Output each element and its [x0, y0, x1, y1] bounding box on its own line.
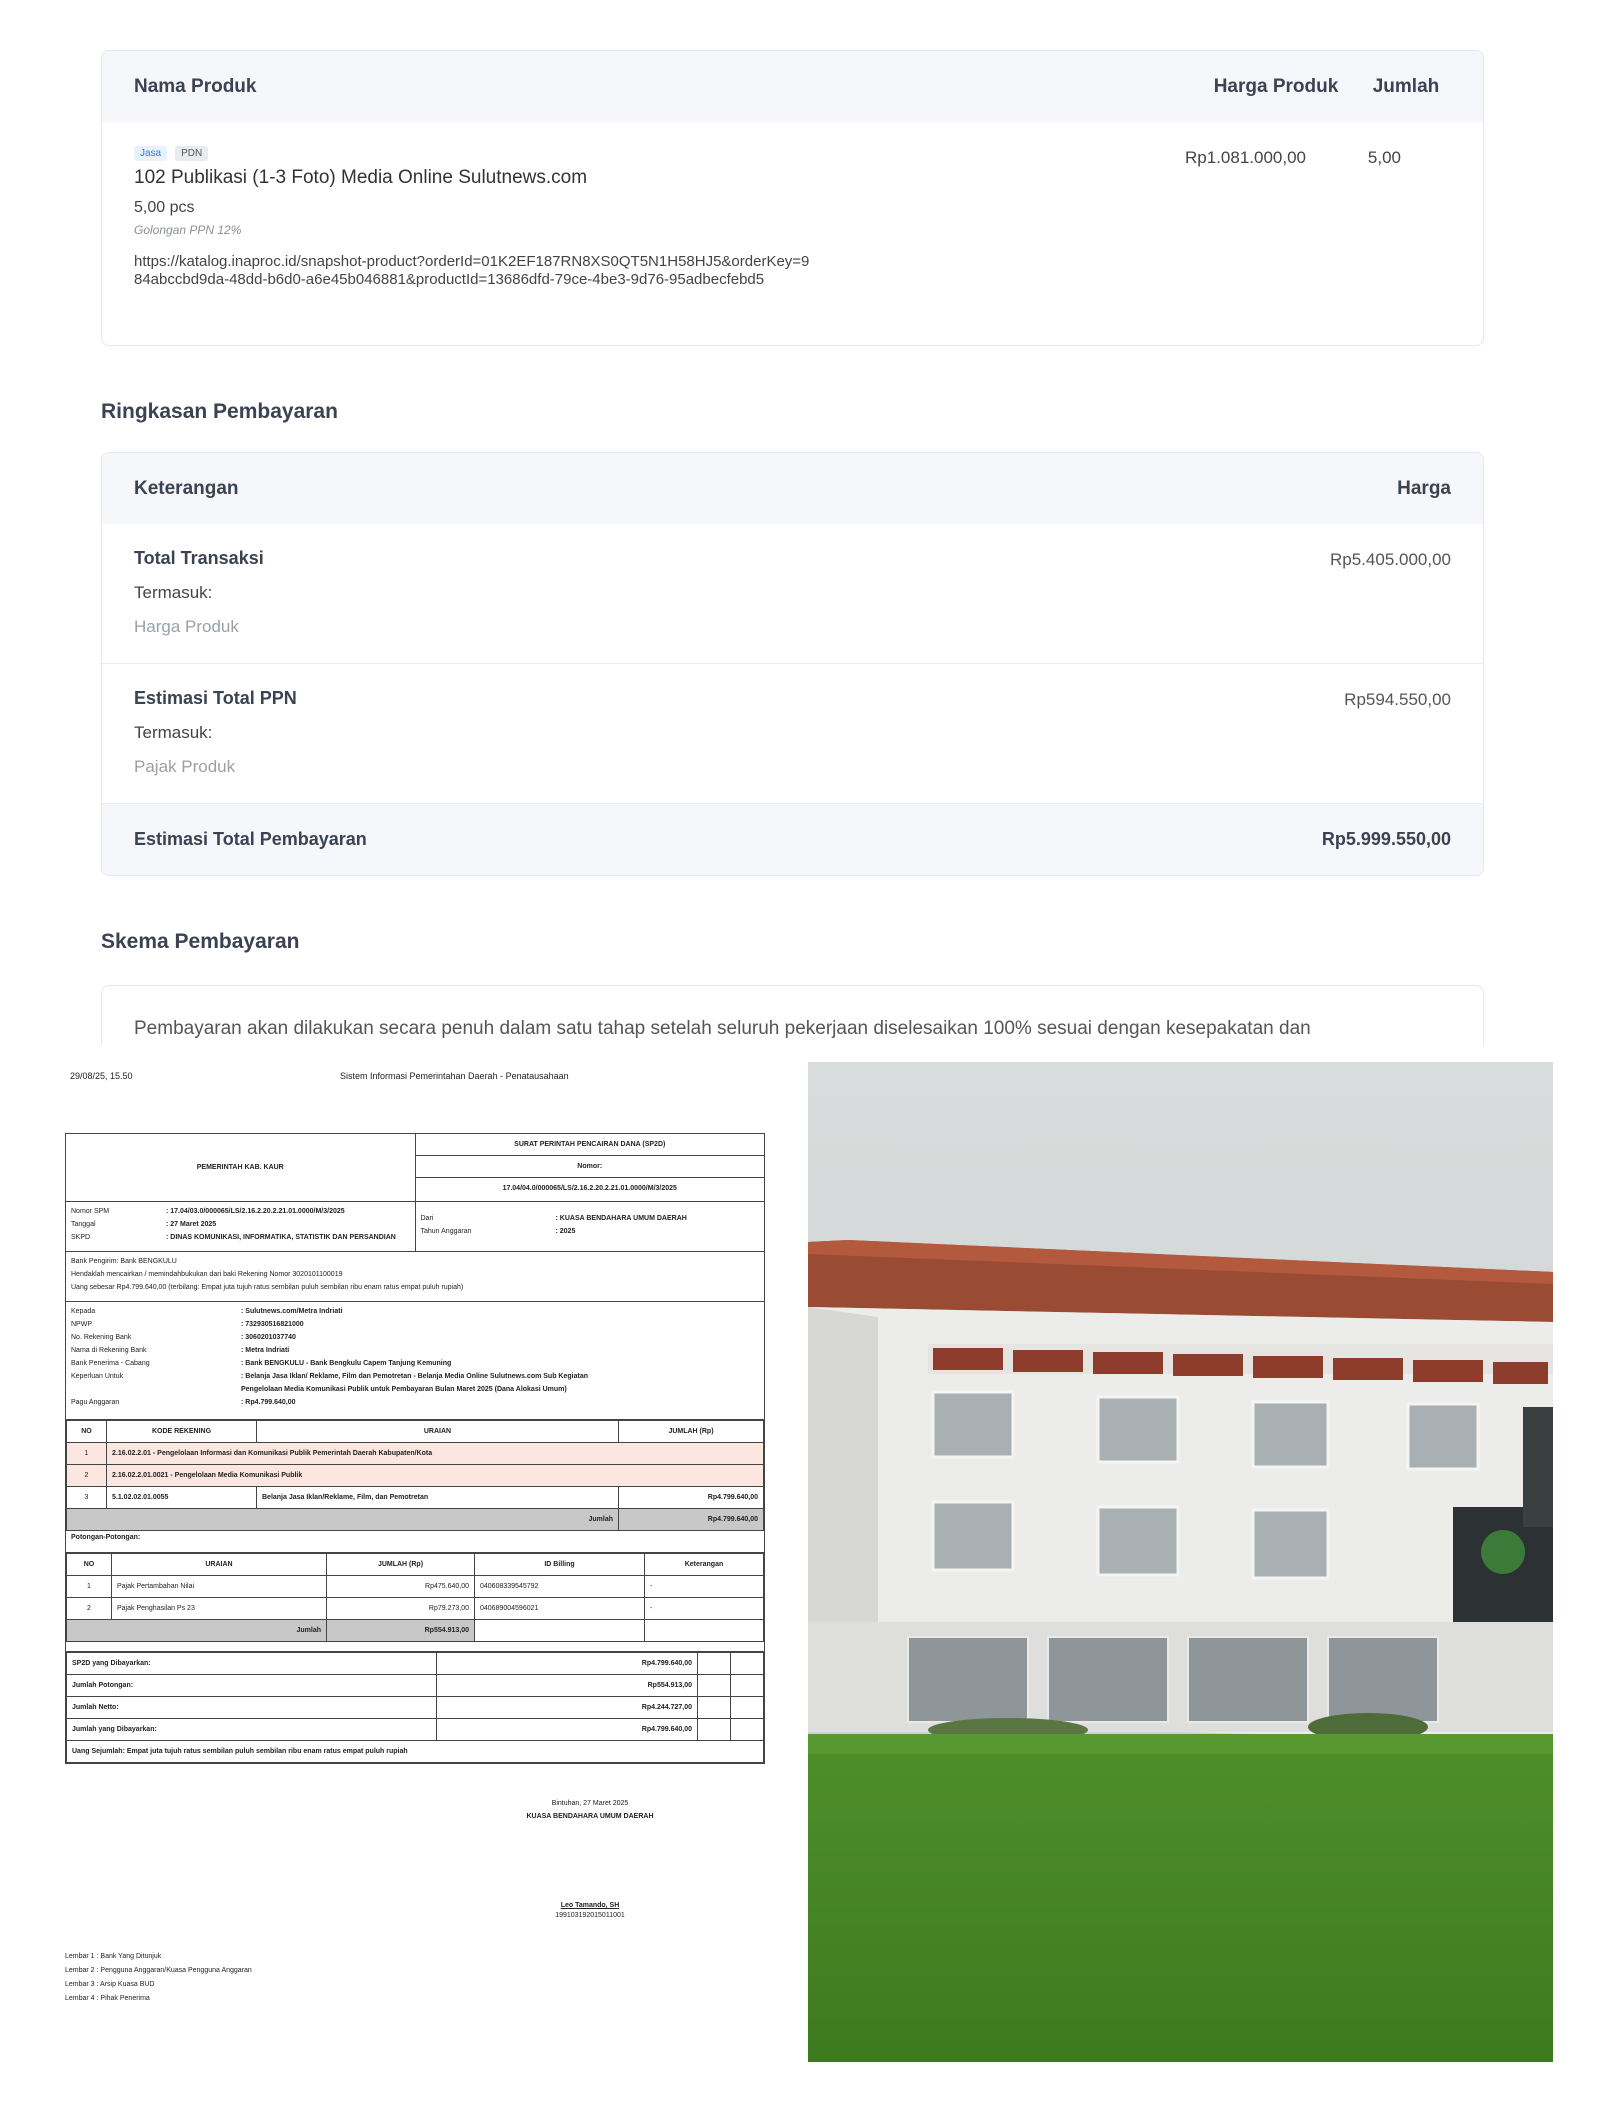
table-row [67, 1443, 764, 1465]
row-no: 1 [67, 1576, 112, 1598]
recipient-value: : Belanja Jasa Iklan/ Reklame, Film dan Pemotretan - Belanja Media Online Sulutnews.com Sub Kegiatan Pengelolaan Media Komunikasi Publik untuk Pembayaran Bulan Maret 2025 (Dana Alokasi Umum) [241, 1373, 588, 1393]
bank-line: Uang sebesar Rp4.799.640,00 (terbilang: Empat juta tujuh ratus sembilan puluh sembilan ribu enam ratus empat puluh rupiah) [71, 1284, 464, 1291]
total-value: Rp5.999.550,00 [1321, 829, 1451, 849]
summary-included: Termasuk: [134, 583, 213, 602]
row-text: 2.16.02.2.01 - Pengelolaan Informasi dan Komunikasi Publik Pemerintah Daerah Kabupaten/Kota [107, 1443, 764, 1465]
total-value: Rp4.244.727,00 [437, 1697, 698, 1719]
bank-instruction [66, 1252, 764, 1302]
potongan-total: Rp554.913,00 [327, 1620, 475, 1642]
col-billing: ID Billing [475, 1554, 645, 1576]
info-key: Dari [420, 1215, 434, 1222]
tag-pdn: PDN [175, 146, 208, 161]
row-no: 2 [67, 1598, 112, 1620]
summary-label: Total Transaksi [134, 548, 264, 568]
lembar-item: Lembar 2 : Pengguna Anggaran/Kuasa Pengguna Anggaran [65, 1967, 252, 1974]
col-uraian: URAIAN [257, 1421, 619, 1443]
product-snapshot-link[interactable]: https://katalog.inaproc.id/snapshot-product?orderId=01K2EF187RN8XS0QT5N1H58HJ5&orderKey=984abccbd9da-48dd-b6d0-a6e45b046881&productId=13686dfd-79ce-4be3-9d76-95adbecfebd5 [134, 253, 810, 288]
total-key: SP2D yang Dibayarkan: [67, 1653, 437, 1675]
product-price: Rp1.081.000,00 [1185, 148, 1306, 167]
table-row [67, 1598, 764, 1620]
recipient-key: Keperluan Untuk [71, 1373, 124, 1380]
row-billing: 040689004596021 [475, 1598, 645, 1620]
summary-label: Estimasi Total PPN [134, 688, 297, 708]
product-quantity: 5,00 pcs [134, 199, 195, 216]
scheme-text: Pembayaran akan dilakukan secara penuh dalam satu tahap setelah seluruh pekerjaan diselesaikan 100% sesuai dengan kesepakatan dan [134, 1018, 1311, 1039]
info-value: : 27 Maret 2025 [166, 1221, 217, 1228]
sp2d-nomor-label: Nomor: [416, 1156, 765, 1178]
recipient-key: Nama di Rekening Bank [71, 1347, 147, 1354]
bank-line: Bank Pengirim: Bank BENGKULU [71, 1258, 177, 1265]
product-qty-value: 5,00 [1367, 148, 1401, 167]
total-row [67, 1653, 764, 1675]
info-key: Tanggal [71, 1221, 96, 1228]
col-keterangan: Keterangan [645, 1554, 764, 1576]
row-billing: 040608339545792 [475, 1576, 645, 1598]
summary-sub: Pajak Produk [134, 757, 236, 776]
recipient-key: Pagu Anggaran [71, 1399, 120, 1406]
building-illustration [808, 1062, 1553, 2062]
summary-value: Rp594.550,00 [1344, 690, 1451, 709]
row-text: 2.16.02.2.01.0021 - Pengelolaan Media Komunikasi Publik [107, 1465, 764, 1487]
potongan-title: Potongan-Potongan: [66, 1531, 764, 1553]
tag-jasa: Jasa [134, 146, 167, 161]
recipient-value: : Metra Indriati [241, 1347, 290, 1354]
rekening-table [66, 1420, 764, 1531]
info-value: : 17.04/03.0/000065/LS/2.16.2.20.2.21.01.0000/M/3/2025 [166, 1208, 345, 1215]
info-key: Nomor SPM [71, 1208, 110, 1215]
header-price: Harga [1397, 477, 1451, 499]
summary-included: Termasuk: [134, 723, 213, 742]
total-row [67, 1719, 764, 1741]
lembar-item: Lembar 3 : Arsip Kuasa BUD [65, 1981, 155, 1988]
info-key: Tahun Anggaran [420, 1228, 472, 1235]
jumlah-label: Jumlah [67, 1509, 619, 1531]
summary-total-row [102, 804, 1483, 875]
total-value: Rp4.799.640,00 [437, 1719, 698, 1741]
recipient-info [66, 1302, 764, 1420]
recipient-key: Bank Penerima - Cabang [71, 1360, 150, 1367]
total-row [67, 1697, 764, 1719]
table-row [67, 1576, 764, 1598]
sign-nip: 199103192015011001 [555, 1912, 625, 1919]
info-value: : DINAS KOMUNIKASI, INFORMATIKA, STATISTIK DAN PERSANDIAN [166, 1234, 396, 1241]
product-ppn-group: Golongan PPN 12% [134, 223, 242, 237]
summary-title: Ringkasan Pembayaran [101, 400, 338, 423]
lembar-item: Lembar 4 : Pihak Penerima [65, 1995, 150, 2002]
government-name: PEMERINTAH KAB. KAUR [196, 1164, 284, 1171]
sp2d-title: SURAT PERINTAH PENCAIRAN DANA (SP2D) [416, 1134, 765, 1156]
info-key: SKPD [71, 1234, 91, 1241]
lembar-item: Lembar 1 : Bank Yang Ditunjuk [65, 1953, 162, 1960]
sp2d-document [60, 1065, 780, 2075]
table-row [67, 1487, 764, 1509]
total-row [67, 1675, 764, 1697]
table-row [67, 1465, 764, 1487]
summary-sub: Harga Produk [134, 617, 239, 636]
distribution-list [65, 1950, 252, 2006]
summary-header [102, 453, 1483, 524]
header-quantity: Jumlah [1372, 75, 1440, 97]
row-no: 2 [67, 1465, 107, 1487]
header-product-price: Harga Produk [1213, 75, 1339, 97]
total-label: Estimasi Total Pembayaran [134, 829, 367, 849]
jumlah-value: Rp4.799.640,00 [619, 1509, 764, 1531]
col-jumlah: JUMLAH (Rp) [619, 1421, 764, 1443]
row-code: 5.1.02.02.01.0055 [107, 1487, 257, 1509]
col-uraian: URAIAN [112, 1554, 327, 1576]
col-no: NO [67, 1421, 107, 1443]
recipient-value: : Bank BENGKULU - Bank Bengkulu Capem Tanjung Kemuning [241, 1360, 452, 1367]
system-name: Sistem Informasi Pemerintahan Daerah - Penatausahaan [340, 1071, 569, 1081]
row-desc: Pajak Pertambahan Nilai [112, 1576, 327, 1598]
sp2d-frame [65, 1133, 765, 1764]
row-desc: Belanja Jasa Iklan/Reklame, Film, dan Pemotretan [257, 1487, 619, 1509]
sp2d-nomor: 17.04/04.0/000065/LS/2.16.2.20.2.21.01.0000/M/3/2025 [502, 1185, 677, 1192]
bank-line: Hendaklah mencairkan / memindahbukukan dari baki Rekening Nomor 3020101100019 [71, 1271, 343, 1278]
total-value: Rp554.913,00 [437, 1675, 698, 1697]
row-no: 3 [67, 1487, 107, 1509]
recipient-key: Kepada [71, 1308, 96, 1315]
potongan-table [66, 1553, 764, 1642]
summary-row-ppn [102, 664, 1483, 804]
header-description: Keterangan [134, 477, 239, 499]
total-key: Jumlah Netto: [67, 1697, 437, 1719]
checkout-screenshot [0, 0, 1600, 1045]
product-row [102, 122, 1483, 346]
recipient-value: : 732930516821000 [241, 1321, 304, 1328]
print-datetime: 29/08/25, 15.50 [70, 1071, 133, 1081]
potongan-total-row [67, 1620, 764, 1642]
info-value: : 2025 [555, 1228, 576, 1235]
recipient-value: : 3060201037740 [241, 1334, 296, 1341]
signature-block [500, 1800, 680, 1919]
recipient-value: : Rp4.799.640,00 [241, 1399, 296, 1406]
jumlah-label: Jumlah [67, 1620, 327, 1642]
summary-row-total-transaksi [102, 524, 1483, 664]
product-table [101, 50, 1484, 346]
row-amount: Rp4.799.640,00 [619, 1487, 764, 1509]
row-ket: - [645, 1576, 764, 1598]
building-photo [808, 1062, 1553, 2062]
row-ket: - [645, 1598, 764, 1620]
scheme-title: Skema Pembayaran [101, 930, 300, 953]
row-desc: Pajak Penghasilan Ps 23 [112, 1598, 327, 1620]
col-kode: KODE REKENING [107, 1421, 257, 1443]
row-amount: Rp79.273,00 [327, 1598, 475, 1620]
col-no: NO [67, 1554, 112, 1576]
terbilang: Uang Sejumlah: Empat juta tujuh ratus sembilan puluh sembilan ribu enam ratus empat puluh rupiah [67, 1741, 764, 1763]
row-no: 1 [67, 1443, 107, 1465]
payment-summary-table [101, 452, 1484, 876]
header-product-name: Nama Produk [134, 75, 257, 97]
info-value: : KUASA BENDAHARA UMUM DAERAH [555, 1215, 687, 1222]
product-table-header [102, 51, 1483, 122]
totals-table [66, 1652, 764, 1763]
jumlah-row [67, 1509, 764, 1531]
recipient-value: : Sulutnews.com/Metra Indriati [241, 1308, 343, 1315]
total-key: Jumlah Potongan: [67, 1675, 437, 1697]
total-value: Rp4.799.640,00 [437, 1653, 698, 1675]
total-key: Jumlah yang Dibayarkan: [67, 1719, 437, 1741]
recipient-key: NPWP [71, 1321, 92, 1328]
sign-name: Leo Tamando, SH [560, 1902, 620, 1909]
scheme-card [101, 985, 1484, 1045]
product-title[interactable]: 102 Publikasi (1-3 Foto) Media Online Sulutnews.com [134, 167, 588, 188]
sign-role: KUASA BENDAHARA UMUM DAERAH [526, 1813, 654, 1820]
row-amount: Rp475.640,00 [327, 1576, 475, 1598]
summary-value: Rp5.405.000,00 [1330, 550, 1451, 569]
place-date: Bintuhan, 27 Maret 2025 [551, 1800, 629, 1807]
recipient-key: No. Rekening Bank [71, 1334, 132, 1341]
col-jumlah: JUMLAH (Rp) [327, 1554, 475, 1576]
